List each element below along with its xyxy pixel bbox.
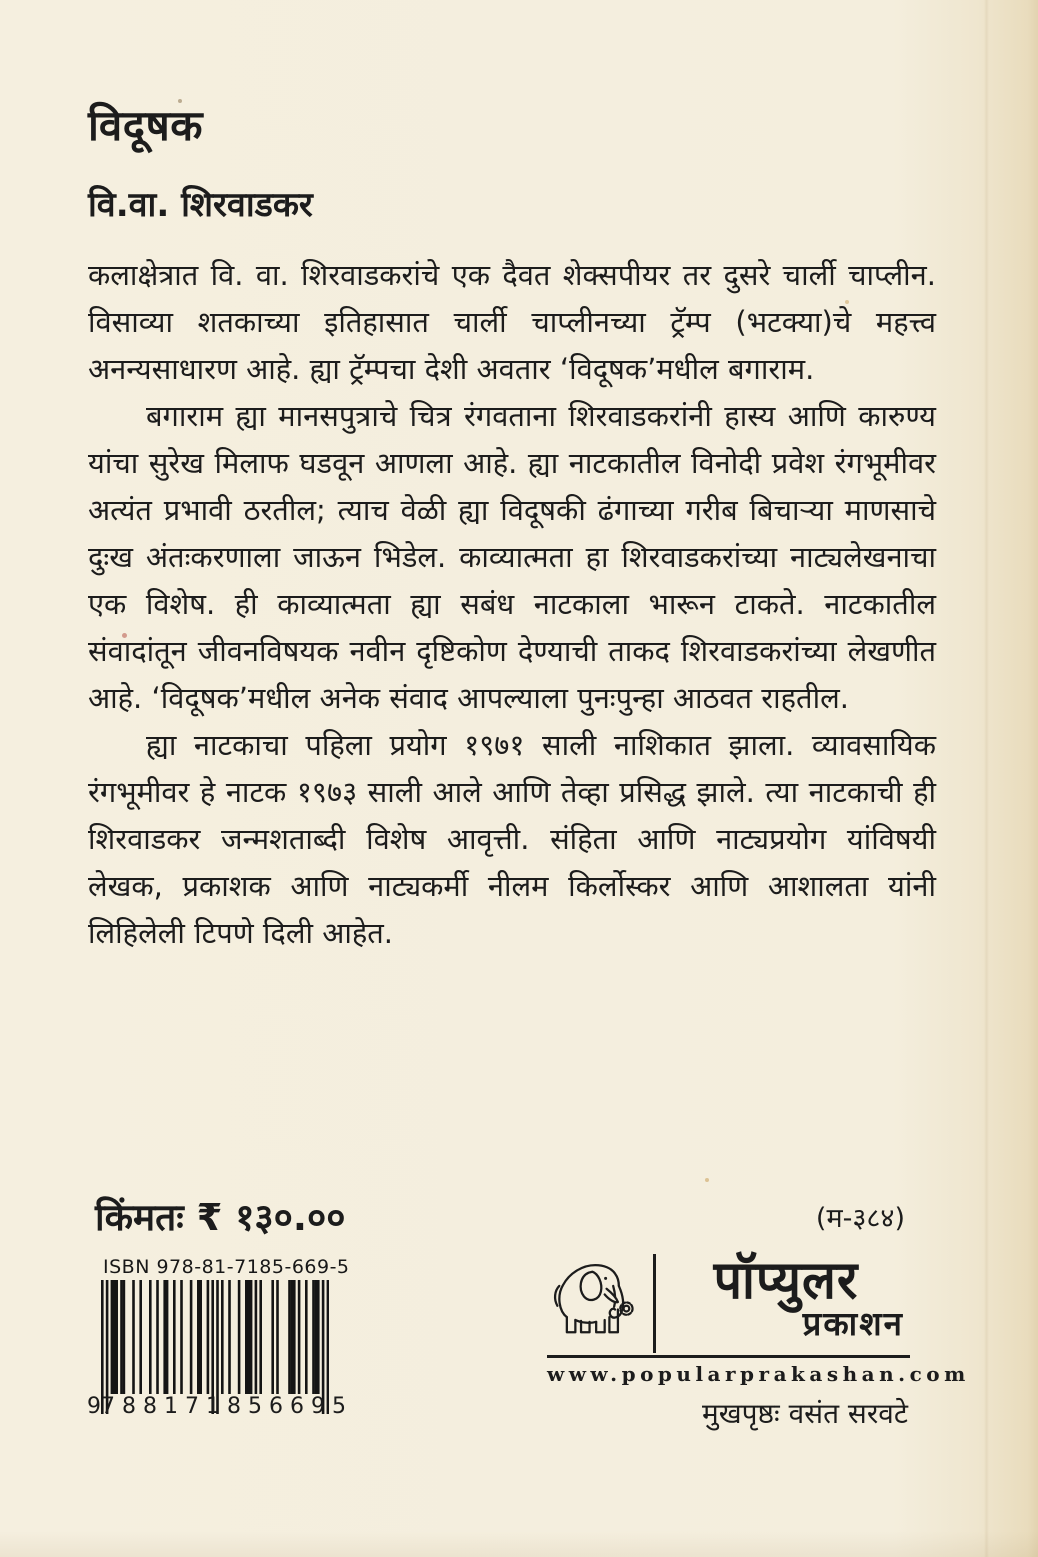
book-title: विदूषक: [88, 101, 204, 150]
barcode-digits-left: 788171: [101, 1394, 227, 1419]
publisher-name-line2: प्रकाशन: [802, 1304, 904, 1343]
body-paragraph: बगाराम ह्या मानसपुत्राचे चित्र रंगवताना शिरवाडकरांनी हास्य आणि कारुण्य यांचा सुरेख मिलाफ घडवून आणला आहे. ह्या नाटकातील विनोदी प्रवेश रंगभूमीवर अत्यंत प्रभावी ठरतील; त्याच वेळी ह्या विदूषकी ढंगाच्या गरीब बिचाऱ्या माणसाचे दुःख अंतःकरणाला जाऊन भिडेल. काव्यात्मता हा शिरवाडकरांच्या नाट्यलेखनाचा एक विशेष. ही काव्यात्मता ह्या सबंध नाटकाला भारून टाकते. नाटकातील संवादांतून जीवनविषयक नवीन दृष्टिकोण देण्याची ताकद शिरवाडकरांच्या लेखणीत आहे. ‘विदूषक’मधील अनेक संवाद आपल्याला पुनःपुन्हा आठवत राहतील.: [88, 399, 936, 715]
scan-crease: [984, 0, 989, 1557]
logo-divider: [653, 1254, 656, 1353]
blurb-text: [88, 252, 936, 957]
barcode-digit-first: 9: [87, 1394, 101, 1419]
price-label: किंमतः ₹ १३०.००: [95, 1196, 346, 1239]
body-paragraph: कलाक्षेत्रात वि. वा. शिरवाडकरांचे एक दैवत शेक्सपीयर तर दुसरे चार्ली चाप्लीन. विसाव्या शतकाच्या इतिहासात चार्ली चाप्लीनच्या ट्रॅम्प (भटक्या)चे महत्त्व अनन्यसाधारण आहे. ह्या ट्रॅम्पचा देशी अवतार ‘विदूषक’मधील बगाराम.: [88, 258, 936, 386]
publisher-website: www.popularprakashan.com: [547, 1362, 970, 1386]
scan-speck: [705, 1178, 709, 1182]
cover-artist-credit: मुखपृष्ठः वसंत सरवटे: [701, 1397, 908, 1430]
edition-code: (म-३८४): [815, 1203, 905, 1234]
barcode-digits-right: 856695: [226, 1394, 353, 1419]
book-author: वि.वा. शिरवाडकर: [88, 185, 313, 225]
isbn-barcode-block: [87, 1256, 353, 1419]
publisher-logo-block: [547, 1249, 970, 1386]
elephant-logo-icon: [547, 1254, 651, 1350]
body-paragraph: ह्या नाटकाचा पहिला प्रयोग १९७१ साली नाशिकात झाला. व्यावसायिक रंगभूमीवर हे नाटक १९७३ साली आले आणि तेव्हा प्रसिद्ध झाले. त्या नाटकाची ही शिरवाडकर जन्मशताब्दी विशेष आवृत्ती. संहिता आणि नाट्यप्रयोग यांविषयी लेखक, प्रकाशक आणि नाट्यकर्मी नीलम किर्लोस्कर आणि आशालता यांनी लिहिलेली टिपणे दिली आहेत.: [88, 728, 936, 950]
barcode-digits: [87, 1394, 353, 1419]
logo-rule: [547, 1355, 910, 1358]
publisher-name: पॉप्युलर: [713, 1249, 859, 1311]
isbn-label: ISBN 978-81-7185-669-5: [103, 1256, 350, 1278]
